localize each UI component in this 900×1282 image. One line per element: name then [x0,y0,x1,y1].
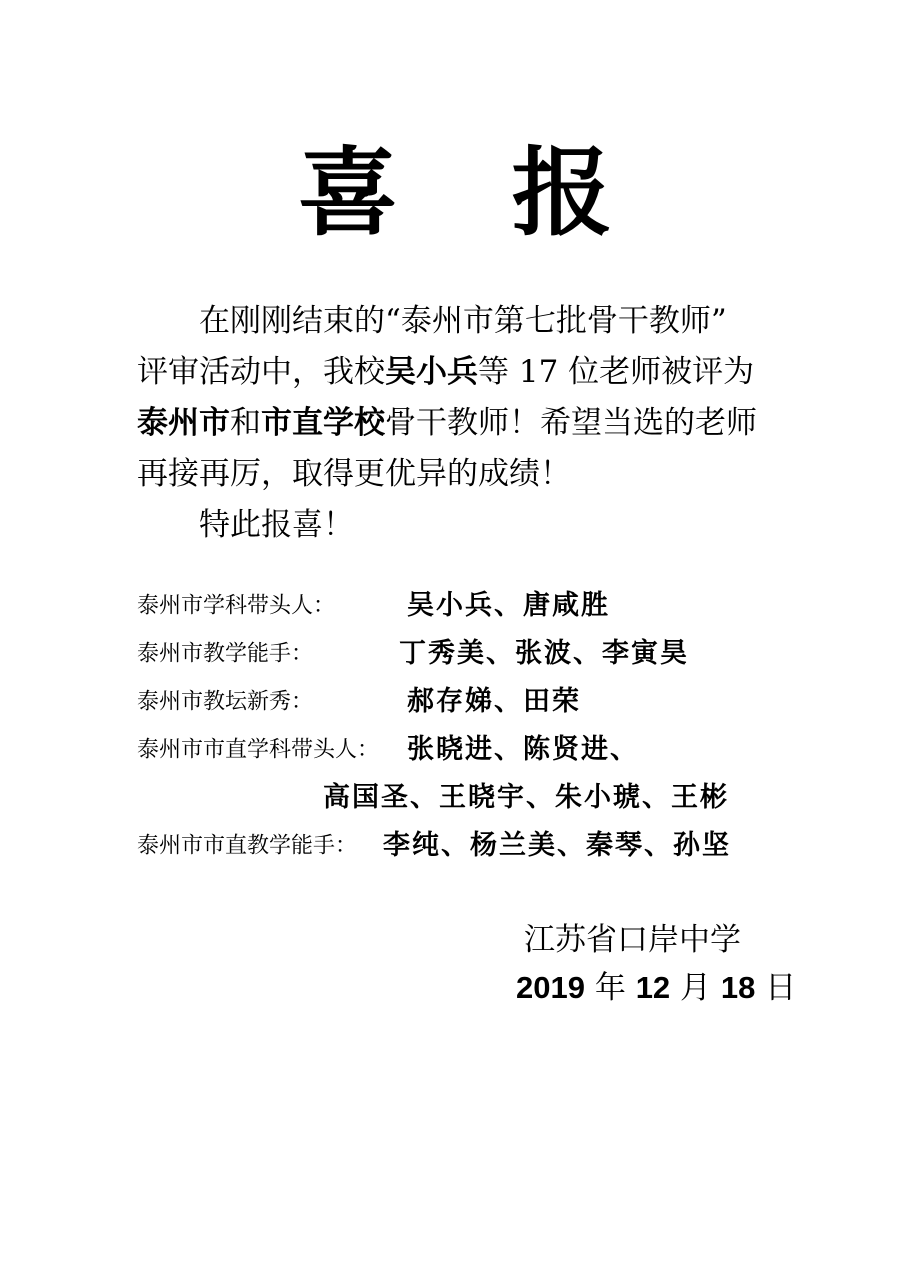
award-city: 泰州市 [137,405,230,441]
honors-list [137,582,777,870]
body-line-5: 特此报喜！ [199,507,354,543]
honor-row [137,630,777,678]
honor-names: 郝存娣、田荣 [407,686,581,717]
honor-row [137,678,777,726]
honor-category: 泰州市市直教学能手： [137,833,358,859]
signature-organization: 江苏省口岸中学 [524,922,741,958]
honor-category: 泰州市教学能手： [137,641,314,667]
announcement-body [137,296,787,551]
page-title [297,128,613,258]
honor-category: 泰州市教坛新秀： [137,689,314,715]
date-month-unit: 月 [670,970,721,1006]
body-line-1: 在刚刚结束的“泰州市第七批骨干教师” [199,303,727,339]
body-line-3: 泰州市和市直学校骨干教师！希望当选的老师 [137,405,757,441]
body-line-4: 再接再厉，取得更优异的成绩！ [137,456,571,492]
honor-names: 丁秀美、张波、李寅昊 [399,638,689,669]
honor-row-continued [137,774,777,822]
featured-teacher-name: 吴小兵 [385,354,478,390]
date-month: 12 [635,970,671,1005]
date-year: 2019 [516,970,585,1005]
date-year-unit: 年 [584,970,636,1006]
title-char-2: 报 [511,136,613,249]
honor-category: 泰州市市直学科带头人： [137,737,380,763]
honor-row [137,822,777,870]
date-day-unit: 日 [755,970,797,1006]
honor-names: 高国圣、王晓宇、朱小琥、王彬 [323,782,729,813]
honor-names: 李纯、杨兰美、秦琴、孙坚 [383,830,731,861]
honor-category: 泰州市学科带头人： [137,593,336,619]
title-char-1: 喜 [297,136,399,249]
honor-row [137,726,777,774]
signature-date [516,962,796,1014]
honor-names: 张晓进、陈贤进、 [407,734,639,765]
date-day: 18 [720,970,756,1005]
honor-names: 吴小兵、唐咸胜 [407,590,610,621]
award-municipal-schools: 市直学校 [261,405,385,441]
body-line-2: 评审活动中，我校吴小兵等 17 位老师被评为 [137,354,755,390]
honor-row [137,582,777,630]
